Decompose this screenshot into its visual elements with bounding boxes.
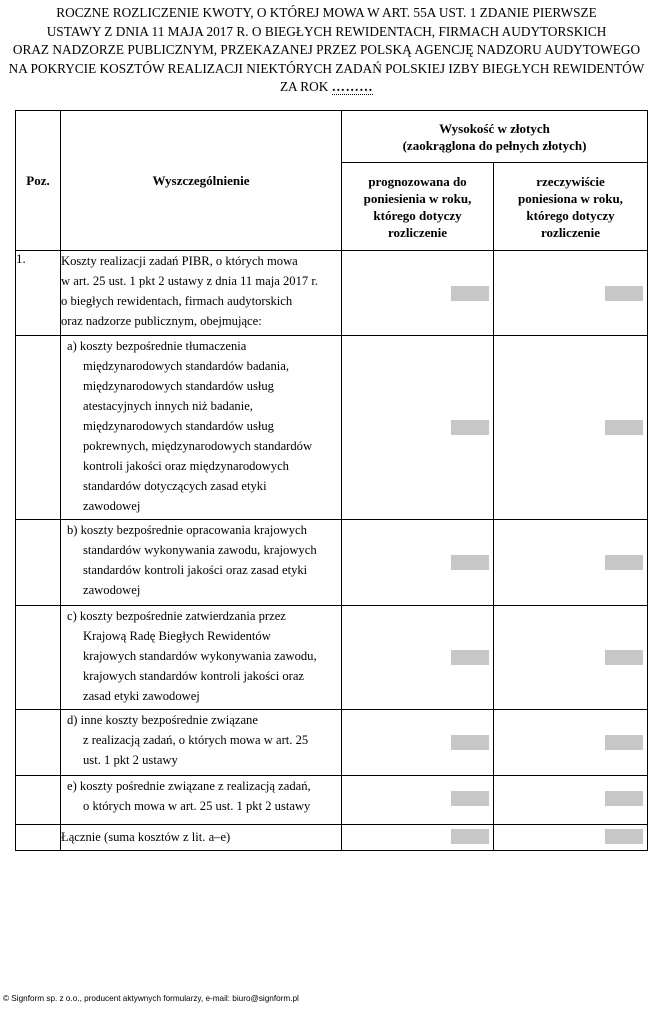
title-line-1: ROCZNE ROZLICZENIE KWOTY, O KTÓREJ MOWA W ART. 55A UST. 1 ZDANIE PIERWSZE [56, 5, 597, 20]
actual-amount-field[interactable] [605, 735, 643, 750]
actual-cell [494, 520, 648, 606]
row-poz [16, 606, 61, 710]
row-line: e) koszty pośrednie związane z realizacją zadań, [67, 779, 311, 793]
row-line: pokrewnych, międzynarodowych standardów [83, 439, 313, 453]
actual-amount-field[interactable] [605, 420, 643, 435]
header-actual-line-4: rozliczenie [541, 224, 600, 240]
header-wyszczegolnienie: Wyszczególnienie [61, 111, 342, 251]
header-amount-group [342, 111, 648, 163]
title-line-4: NA POKRYCIE KOSZTÓW REALIZACJI NIEKTÓRYCH ZADAŃ POLSKIEJ IZBY BIEGŁYCH REWIDENTÓW [8, 60, 645, 76]
row-poz: 1. [16, 251, 61, 336]
table-row [16, 336, 648, 520]
row-line: standardów wykonywania zawodu, krajowych [83, 543, 317, 557]
document-title [0, 4, 653, 97]
row-line: Koszty realizacji zadań PIBR, o których mowa [61, 254, 298, 268]
cost-settlement-table [15, 110, 648, 851]
row-description [61, 520, 342, 606]
row-line: standardów dotyczących zasad etyki [83, 479, 267, 493]
row-line: międzynarodowych standardów usług [83, 379, 274, 393]
forecast-cell [342, 606, 494, 710]
row-description [61, 336, 342, 520]
actual-cell [494, 776, 648, 825]
table-row [16, 710, 648, 776]
header-forecast-line-1: prognozowana do [368, 173, 467, 189]
forecast-amount-field[interactable] [451, 286, 489, 301]
header-actual-line-3: którego dotyczy [526, 207, 615, 223]
actual-total-field[interactable] [605, 829, 643, 844]
header-poz: Poz. [16, 111, 61, 251]
forecast-cell [342, 710, 494, 776]
row-line: krajowych standardów wykonywania zawodu, [83, 649, 317, 663]
row-line: o których mowa w art. 25 ust. 1 pkt 2 ustawy [83, 799, 311, 813]
row-line: b) koszty bezpośrednie opracowania krajowych [67, 523, 307, 537]
row-description [61, 825, 342, 851]
header-forecast-line-3: którego dotyczy [373, 207, 462, 223]
row-line: zawodowej [83, 583, 141, 597]
header-forecast [342, 163, 494, 251]
forecast-amount-field[interactable] [451, 420, 489, 435]
table-row [16, 606, 648, 710]
actual-amount-field[interactable] [605, 286, 643, 301]
row-line: Łącznie (suma kosztów z lit. a–e) [61, 830, 231, 844]
row-line: międzynarodowych standardów usług [83, 419, 274, 433]
row-line: atestacyjnych innych niż badanie, [83, 399, 253, 413]
table-row-total [16, 825, 648, 851]
title-line-5 [0, 78, 653, 97]
row-poz [16, 825, 61, 851]
title-year-label: ZA ROK [279, 79, 329, 94]
footer-copyright: © Signform sp. z o.o., producent aktywnych formularzy, e-mail: biuro@signform.pl [3, 994, 299, 1003]
row-line: w art. 25 ust. 1 pkt 2 ustawy z dnia 11 maja 2017 r. [61, 274, 318, 288]
row-poz [16, 520, 61, 606]
row-poz [16, 776, 61, 825]
table-row [16, 251, 648, 336]
row-line: z realizacją zadań, o których mowa w art. 25 [83, 733, 309, 747]
actual-amount-field[interactable] [605, 555, 643, 570]
header-actual [494, 163, 648, 251]
actual-cell [494, 710, 648, 776]
row-line: ust. 1 pkt 2 ustawy [83, 753, 178, 767]
forecast-amount-field[interactable] [451, 735, 489, 750]
row-line: a) koszty bezpośrednie tłumaczenia [67, 339, 247, 353]
header-forecast-line-4: rozliczenie [388, 224, 447, 240]
title-line-3: ORAZ NADZORZE PUBLICZNYM, PRZEKAZANEJ PRZEZ POLSKĄ AGENCJĘ NADZORU AUDYTOWEGO [12, 42, 641, 57]
header-forecast-line-2: poniesienia w roku, [363, 190, 472, 206]
row-poz [16, 336, 61, 520]
actual-cell [494, 606, 648, 710]
year-input[interactable]: ……… [331, 79, 374, 94]
forecast-cell [342, 336, 494, 520]
header-amount-line-2: (zaokrąglona do pełnych złotych) [402, 137, 587, 153]
row-poz [16, 710, 61, 776]
row-line: o biegłych rewidentach, firmach audytorskich [61, 294, 293, 308]
forecast-amount-field[interactable] [451, 650, 489, 665]
title-line-2: USTAWY Z DNIA 11 MAJA 2017 R. O BIEGŁYCH REWIDENTACH, FIRMACH AUDYTORSKICH [46, 23, 607, 39]
actual-cell [494, 336, 648, 520]
table-row [16, 776, 648, 825]
forecast-cell [342, 825, 494, 851]
row-line: oraz nadzorze publicznym, obejmujące: [61, 314, 262, 328]
row-line: międzynarodowych standardów badania, [83, 359, 289, 373]
row-line: zasad etyki zawodowej [83, 689, 200, 703]
forecast-cell [342, 776, 494, 825]
forecast-amount-field[interactable] [451, 555, 489, 570]
row-description [61, 606, 342, 710]
forecast-amount-field[interactable] [451, 791, 489, 806]
row-line: Krajową Radę Biegłych Rewidentów [83, 629, 271, 643]
row-description [61, 776, 342, 825]
forecast-cell [342, 520, 494, 606]
forecast-cell [342, 251, 494, 336]
row-line: zawodowej [83, 499, 141, 513]
header-actual-line-1: rzeczywiście [536, 173, 605, 189]
row-line: standardów kontroli jakości oraz zasad etyki [83, 563, 308, 577]
actual-cell [494, 825, 648, 851]
row-line: d) inne koszty bezpośrednie związane [67, 713, 258, 727]
table-row [16, 520, 648, 606]
header-actual-line-2: poniesiona w roku, [518, 190, 623, 206]
row-description [61, 710, 342, 776]
row-description [61, 251, 342, 336]
row-line: kontroli jakości oraz międzynarodowych [83, 459, 289, 473]
row-line: c) koszty bezpośrednie zatwierdzania przez [67, 609, 286, 623]
row-line: krajowych standardów kontroli jakości oraz [83, 669, 305, 683]
actual-amount-field[interactable] [605, 650, 643, 665]
actual-cell [494, 251, 648, 336]
actual-amount-field[interactable] [605, 791, 643, 806]
header-amount-line-1: Wysokość w złotych [439, 120, 550, 136]
forecast-total-field[interactable] [451, 829, 489, 844]
